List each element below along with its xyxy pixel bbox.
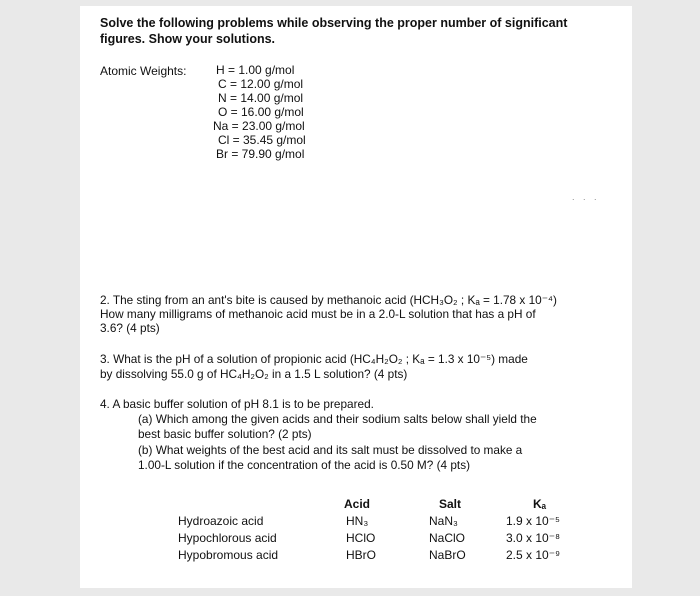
instructions-line-2: figures. Show your solutions. <box>100 32 276 46</box>
atomic-weight-na: Na = 23.00 g/mol <box>213 119 305 133</box>
table-row-acid: HN₃ <box>346 514 369 528</box>
atomic-weight-cl: Cl = 35.45 g/mol <box>218 133 306 147</box>
table-row-salt: NaN₃ <box>429 514 458 528</box>
atomic-weights-label: Atomic Weights: <box>100 64 187 78</box>
table-header-salt: Salt <box>439 497 462 511</box>
table-header-ka: Kₐ <box>533 497 547 511</box>
problem-4a-line-1: (a) Which among the given acids and their sodium salts below shall yield the <box>138 412 537 426</box>
atomic-weight-n: N = 14.00 g/mol <box>218 91 304 105</box>
table-row-name: Hydroazoic acid <box>178 514 264 528</box>
problem-3-line-1: 3. What is the pH of a solution of propionic acid (HC₄H₂O₂ ; Kₐ = 1.3 x 10⁻⁵) made <box>100 352 528 366</box>
table-row-salt: NaBrO <box>429 548 466 562</box>
problem-4b-line-1: (b) What weights of the best acid and its salt must be dissolved to make a <box>138 443 523 457</box>
table-header-acid: Acid <box>344 497 371 511</box>
margin-dots: . . . <box>572 192 600 202</box>
table-row-acid: HBrO <box>346 548 376 562</box>
table-row-name: Hypochlorous acid <box>178 531 277 545</box>
table-row-ka: 3.0 x 10⁻⁸ <box>506 531 561 545</box>
table-row-ka: 2.5 x 10⁻⁹ <box>506 548 561 562</box>
atomic-weight-br: Br = 79.90 g/mol <box>216 147 305 161</box>
table-row-ka: 1.9 x 10⁻⁵ <box>506 514 561 528</box>
problem-2-line-1: 2. The sting from an ant's bite is caused by methanoic acid (HCH₃O₂ ; Kₐ = 1.78 x 10⁻⁴) <box>100 293 557 307</box>
problem-3-line-2: by dissolving 55.0 g of HC₄H₂O₂ in a 1.5 L solution? (4 pts) <box>100 367 408 381</box>
document-page <box>80 6 632 588</box>
table-row-name: Hypobromous acid <box>178 548 279 562</box>
atomic-weight-h: H = 1.00 g/mol <box>216 63 295 77</box>
atomic-weight-c: C = 12.00 g/mol <box>218 77 304 91</box>
table-row-salt: NaClO <box>429 531 466 545</box>
table-row-acid: HClO <box>346 531 376 545</box>
atomic-weight-o: O = 16.00 g/mol <box>218 105 304 119</box>
problem-4a-line-2: best basic buffer solution? (2 pts) <box>138 427 312 441</box>
instructions-line-1: Solve the following problems while observing the proper number of significant <box>100 16 568 30</box>
problem-2-line-3: 3.6? (4 pts) <box>100 321 160 335</box>
problem-4-intro: 4. A basic buffer solution of pH 8.1 is to be prepared. <box>100 397 374 411</box>
problem-4b-line-2: 1.00-L solution if the concentration of the acid is 0.50 M? (4 pts) <box>138 458 471 472</box>
problem-2-line-2: How many milligrams of methanoic acid must be in a 2.0-L solution that has a pH of <box>100 307 536 321</box>
